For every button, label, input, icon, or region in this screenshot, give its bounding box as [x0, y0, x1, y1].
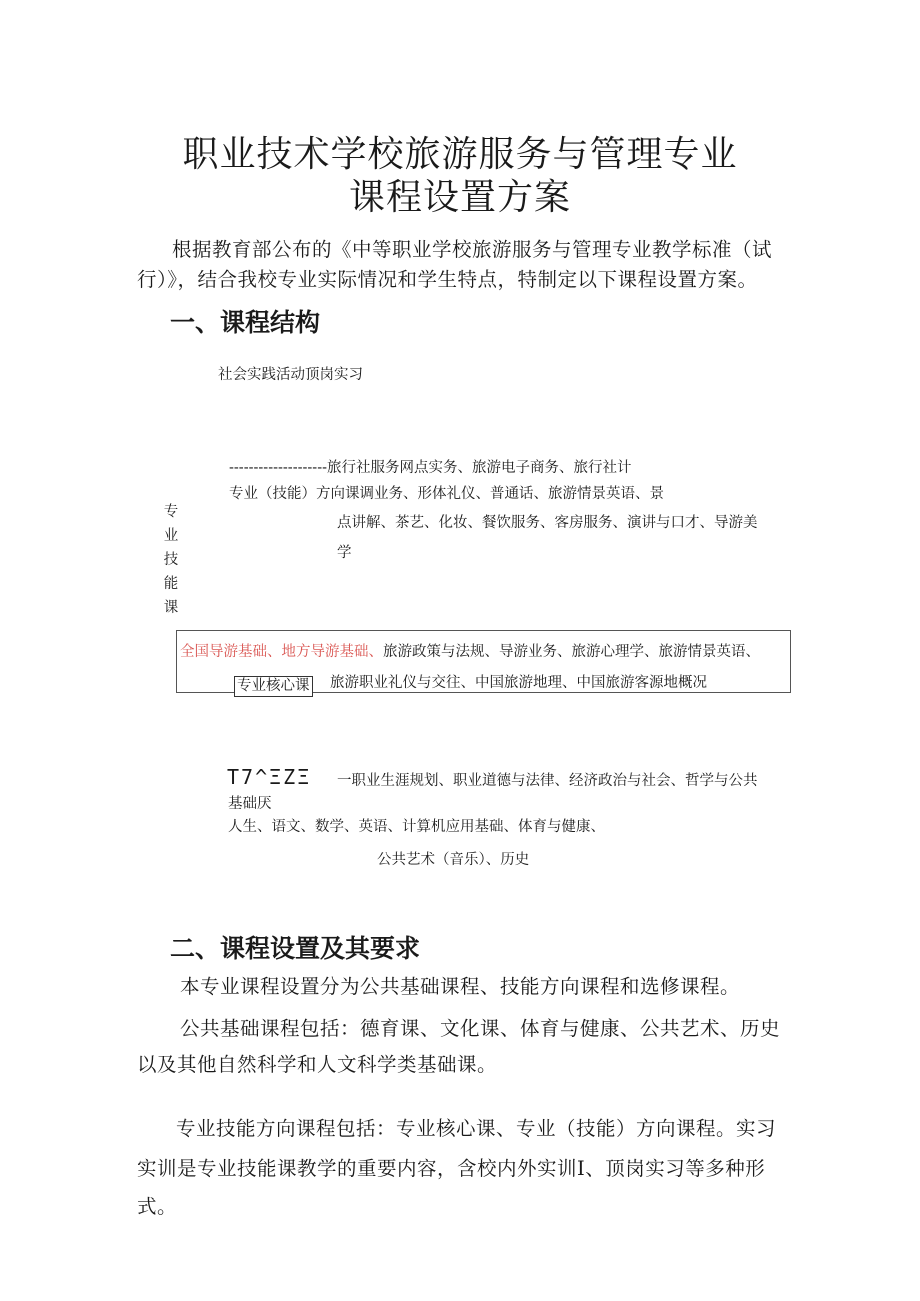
section2-p3-line2: 实训是专业技能课教学的重要内容，含校内外实训Ⅰ、顶岗实习等多种形 — [137, 1157, 766, 1180]
direction-line3: 点讲解、茶艺、化妆、餐饮服务、客房服务、演讲与口才、导游美 — [337, 515, 758, 531]
intro-line2: 行）》，结合我校专业实际情况和学生特点，特制定以下课程设置方案。 — [137, 268, 758, 291]
doc-title-line2: 课程设置方案 — [348, 177, 571, 218]
section1-heading: 一、课程结构 — [170, 308, 321, 337]
core-line2: 旅游职业礼仪与交往、中国旅游地理、中国旅游客源地概况 — [330, 675, 707, 691]
public-line1: 一职业生涯规划、职业道德与法律、经济政治与社会、哲学与公共 — [337, 773, 758, 789]
public-garbled-label: T7^ΞZΞ — [227, 765, 312, 789]
public-line2: 基础厌 — [228, 796, 272, 812]
practice-line: 社会实践活动顶岗实习 — [218, 367, 363, 383]
section2-p1: 本专业课程设置分为公共基础课程、技能方向课程和选修课程。 — [180, 975, 741, 998]
section2-p3-line3: 式。 — [137, 1195, 178, 1218]
public-line4: 公共艺术（音乐）、历史 — [377, 852, 530, 868]
public-line3: 人生、语文、数学、英语、计算机应用基础、体育与健康、 — [228, 819, 605, 835]
direction-line2: 专业（技能）方向课调业务、形体礼仪、普通话、旅游情景英语、景 — [229, 486, 664, 502]
direction-line1: --------------------旅行社服务网点实务、旅游电子商务、旅行社计 — [229, 460, 632, 476]
core-highlight-text: 全国导游基础、地方导游基础、 — [180, 644, 383, 660]
core-course-label: 专业核心课 — [234, 676, 313, 697]
direction-line4: 学 — [337, 545, 352, 561]
core-line1-rest: 旅游政策与法规、导游业务、旅游心理学、旅游情景英语、 — [383, 644, 760, 660]
doc-title-line1: 职业技术学校旅游服务与管理专业 — [182, 134, 738, 175]
section2-p3-line1: 专业技能方向课程包括：专业核心课、专业（技能）方向课程。实习 — [176, 1117, 777, 1140]
skill-course-vertical-label: 专业技能课 — [163, 504, 179, 616]
section2-heading: 二、课程设置及其要求 — [170, 934, 421, 963]
section2-p2-line1: 公共基础课程包括：德育课、文化课、体育与健康、公共艺术、历史 — [180, 1017, 781, 1040]
intro-line1: 根据教育部公布的《中等职业学校旅游服务与管理专业教学标准（试 — [172, 238, 773, 261]
core-line1 — [180, 640, 760, 661]
section2-p2-line2: 以及其他自然科学和人文科学类基础课。 — [137, 1053, 498, 1076]
